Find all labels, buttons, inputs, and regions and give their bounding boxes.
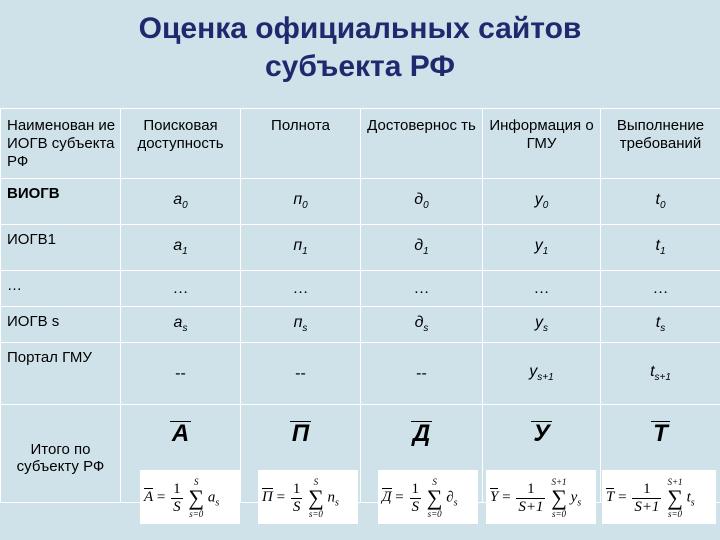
- row-label: …: [1, 271, 121, 307]
- table-row: [1, 179, 720, 225]
- total-cell: У: [483, 405, 601, 503]
- header-requirements: Выполнение требований: [601, 109, 720, 179]
- total-cell: П: [241, 405, 361, 503]
- cell-value: …: [601, 271, 720, 307]
- cell-value: $д_0$: [361, 179, 483, 225]
- cell-value: $t_1$: [601, 225, 720, 271]
- header-gmu-info: Информация о ГМУ: [483, 109, 601, 179]
- table-header-row: [1, 109, 720, 179]
- cell-value: $п_1$: [241, 225, 361, 271]
- slide-title: [0, 0, 720, 108]
- cell-value: --: [241, 343, 361, 405]
- cell-value: $t_0$: [601, 179, 720, 225]
- cell-value: $t_{s+1}$: [601, 343, 720, 405]
- row-label: ИОГВ1: [1, 225, 121, 271]
- evaluation-table: [0, 108, 720, 503]
- table-row: [1, 271, 720, 307]
- row-label: ВИОГВ: [1, 179, 121, 225]
- cell-value: …: [361, 271, 483, 307]
- row-label: Итого по субъекту РФ: [1, 405, 121, 503]
- cell-value: $у_1$: [483, 225, 601, 271]
- title-line-1: Оценка официальных сайтов: [138, 12, 582, 45]
- cell-value: $у_{s+1}$: [483, 343, 601, 405]
- formula-a: A = $\frac{1}{S}$ S ∑ s=0 $a_s$: [140, 470, 240, 524]
- table-row: [1, 225, 720, 271]
- formula-t: T = $\frac{1}{S+1}$ S+1 ∑ s=0 $t_s$: [602, 470, 716, 524]
- header-organization: Наименован ие ИОГВ субъекта РФ: [1, 109, 121, 179]
- cell-value: --: [361, 343, 483, 405]
- table-row: [1, 343, 720, 405]
- cell-value: $п_0$: [241, 179, 361, 225]
- formula-p: П = $\frac{1}{S}$ S ∑ s=0 $n_s$: [258, 470, 358, 524]
- table-row: [1, 307, 720, 343]
- cell-value: $а_1$: [121, 225, 241, 271]
- cell-value: $у_s$: [483, 307, 601, 343]
- header-search-availability: Поисковая доступность: [121, 109, 241, 179]
- header-completeness: Полнота: [241, 109, 361, 179]
- cell-value: …: [121, 271, 241, 307]
- total-cell: А: [121, 405, 241, 503]
- cell-value: …: [241, 271, 361, 307]
- cell-value: $t_s$: [601, 307, 720, 343]
- formula-d: Д = $\frac{1}{S}$ S ∑ s=0 $\partial_s$: [378, 470, 478, 524]
- total-cell: Т: [601, 405, 720, 503]
- row-label: Портал ГМУ: [1, 343, 121, 405]
- cell-value: $д_1$: [361, 225, 483, 271]
- header-reliability: Достовернос ть: [361, 109, 483, 179]
- cell-value: $п_s$: [241, 307, 361, 343]
- formula-y: Y = $\frac{1}{S+1}$ S+1 ∑ s=0 $y_s$: [486, 470, 596, 524]
- cell-value: --: [121, 343, 241, 405]
- cell-value: $а_0$: [121, 179, 241, 225]
- title-line-2: субъекта РФ: [264, 50, 455, 83]
- row-label: ИОГВ s: [1, 307, 121, 343]
- cell-value: $а_s$: [121, 307, 241, 343]
- cell-value: $д_s$: [361, 307, 483, 343]
- cell-value: $у_0$: [483, 179, 601, 225]
- total-cell: Д: [361, 405, 483, 503]
- cell-value: …: [483, 271, 601, 307]
